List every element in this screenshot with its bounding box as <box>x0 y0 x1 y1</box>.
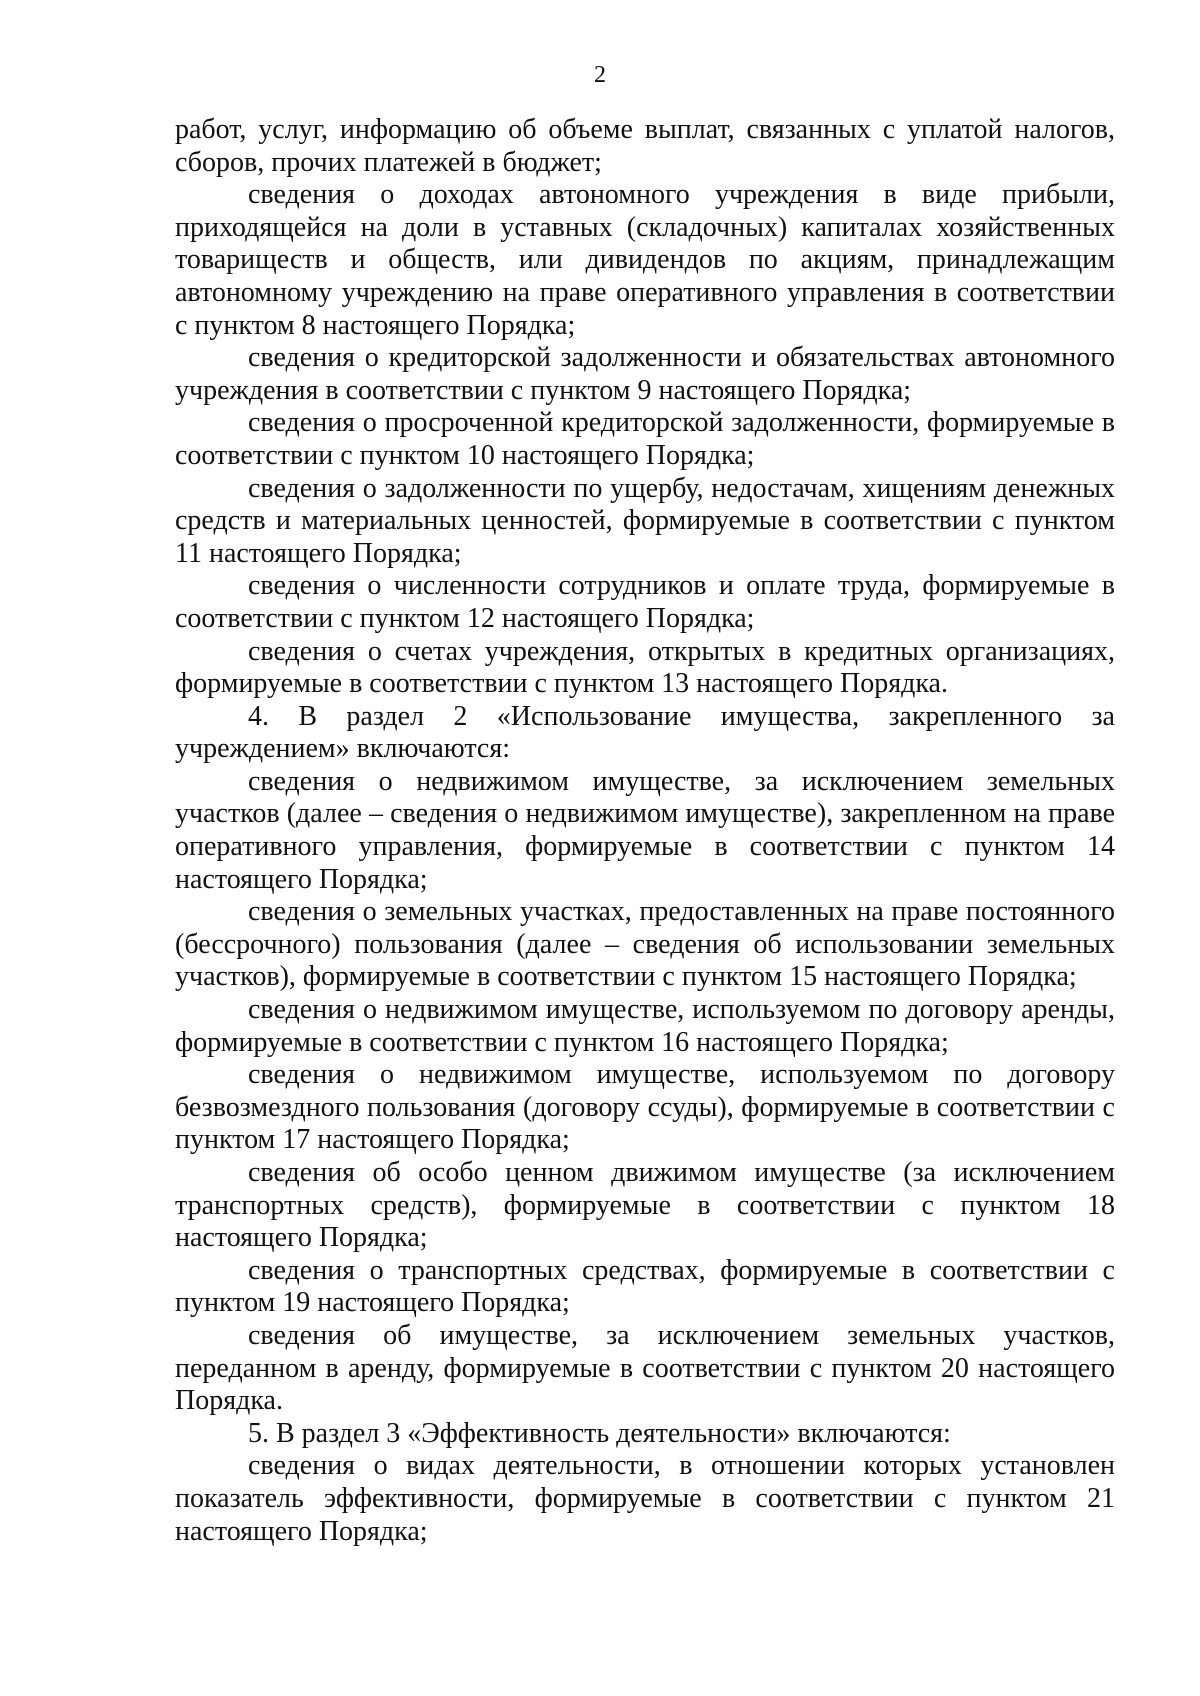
paragraph-lease-property: сведения о недвижимом имуществе, используемом по договору аренды, формируемые в соответствии с пунктом 16 настоящего Порядка; <box>175 994 1115 1058</box>
document-body <box>175 114 1115 1548</box>
paragraph-bank-accounts: сведения о счетах учреждения, открытых в кредитных организациях, формируемые в соответствии с пунктом 13 настоящего Порядка. <box>175 635 1115 700</box>
paragraph-creditor-debt: сведения о кредиторской задолженности и обязательствах автономного учреждения в соответствии с пунктом 9 настоящего Порядка; <box>175 342 1115 406</box>
paragraph-free-use-property: сведения о недвижимом имуществе, используемом по договору безвозмездного пользования (договору ссуды), формируемые в соответствии с пунктом 17 настоящего Порядка; <box>175 1059 1115 1156</box>
paragraph-valuable-movables: сведения об особо ценном движимом имуществе (за исключением транспортных средств), формируемые в соответствии с пунктом 18 настоящего Порядка; <box>175 1157 1115 1254</box>
paragraph-vehicles: сведения о транспортных средствах, формируемые в соответствии с пунктом 19 настоящего Порядка; <box>175 1254 1115 1319</box>
paragraph-land-plots: сведения о земельных участках, предоставленных на праве постоянного (бессрочного) пользования (далее – сведения об использовании земельных участков), формируемые в соответствии с пунктом 15 настоящего Порядка; <box>175 896 1115 993</box>
paragraph-continuation: работ, услуг, информацию об объеме выплат, связанных с уплатой налогов, сборов, прочих платежей в бюджет; <box>175 114 1115 178</box>
page-number: 2 <box>594 62 606 88</box>
paragraph-income-info: сведения о доходах автономного учреждения в виде прибыли, приходящейся на доли в уставных (складочных) капиталах хозяйственных товариществ и обществ, или дивидендов по акциям, принадлежащим автономному учреждению на праве оперативного управления в соответствии с пунктом 8 настоящего Порядка; <box>175 179 1115 341</box>
paragraph-leased-out-property: сведения об имуществе, за исключением земельных участков, переданном в аренду, формируемые в соответствии с пунктом 20 настоящего Порядка. <box>175 1319 1115 1417</box>
paragraph-staff-info: сведения о численности сотрудников и оплате труда, формируемые в соответствии с пунктом 12 настоящего Порядка; <box>175 570 1115 634</box>
paragraph-damage-debt: сведения о задолженности по ущербу, недостачам, хищениям денежных средств и материальных ценностей, формируемые в соответствии с пунктом 11 настоящего Порядка; <box>175 472 1115 569</box>
paragraph-section-3-intro: 5. В раздел 3 «Эффективность деятельности» включаются: <box>248 1417 951 1449</box>
paragraph-section-2-intro: 4. В раздел 2 «Использование имущества, закрепленного за учреждением» включаются: <box>175 700 1115 765</box>
paragraph-real-estate: сведения о недвижимом имуществе, за исключением земельных участков (далее – сведения о недвижимом имуществе), закрепленном на праве оперативного управления, формируемые в соответствии с пунктом 14 настоящего Порядка; <box>175 765 1115 895</box>
paragraph-activity-efficiency: сведения о видах деятельности, в отношении которых установлен показатель эффективности, формируемые в соответствии с пунктом 21 настоящего Порядка; <box>175 1450 1115 1547</box>
paragraph-overdue-debt: сведения о просроченной кредиторской задолженности, формируемые в соответствии с пунктом 10 настоящего Порядка; <box>175 407 1115 471</box>
